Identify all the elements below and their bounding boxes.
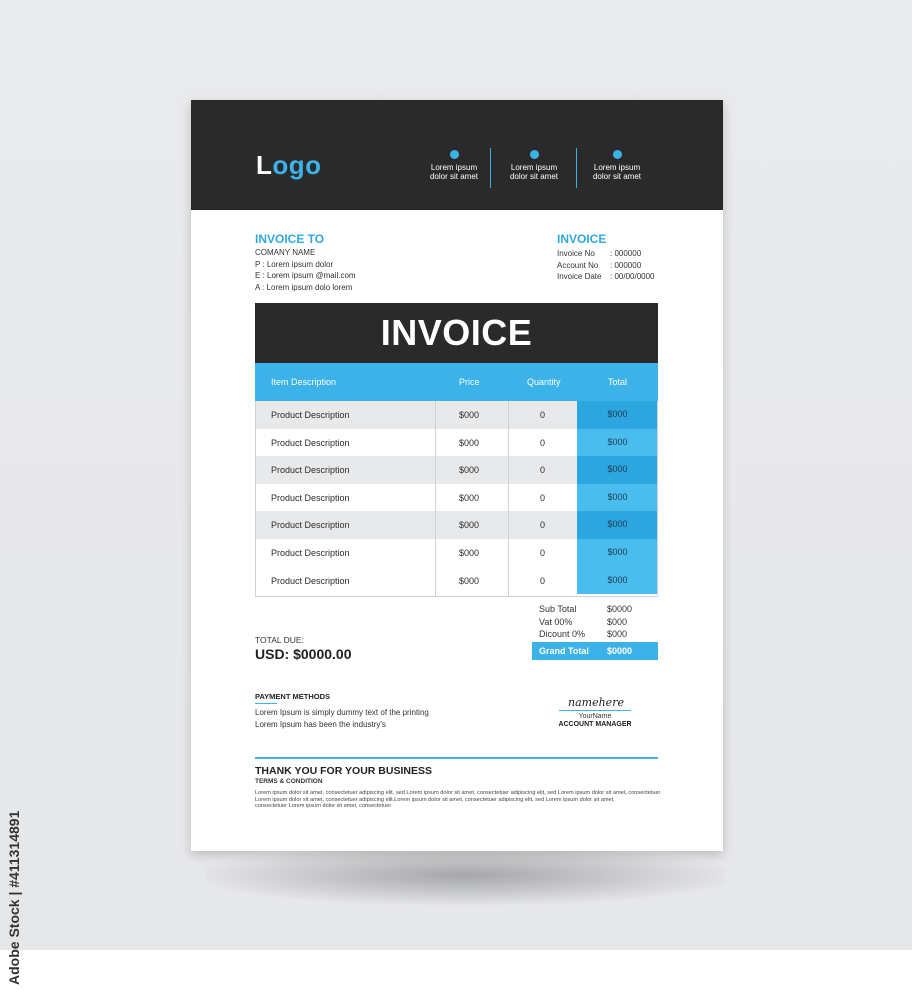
- subtotal-label: Sub Total: [539, 604, 577, 614]
- qty-cell: 0: [540, 492, 546, 503]
- terms-line1: Lorem ipsum dolor sit amet, consectetuer adipiscing elit, sed Lorem ipsum dolor sit amet, consectetuer adipiscing elit, sed Lorem ipsum dolor sit amet, consectetuer: [255, 790, 660, 796]
- discount-value: $000: [607, 629, 628, 639]
- price-cell: $000: [459, 575, 480, 586]
- item-cell: Product Description: [271, 575, 350, 586]
- total-cell: $000: [577, 539, 658, 567]
- payment-underline: [255, 703, 277, 704]
- table-header: [255, 363, 658, 401]
- discount-label: Dicount 0%: [539, 629, 586, 639]
- total-cell: $000: [577, 401, 658, 429]
- price-cell: $000: [459, 465, 480, 476]
- price-cell: $000: [459, 437, 480, 448]
- item-cell: Product Description: [271, 520, 350, 531]
- qty-cell: 0: [540, 437, 546, 448]
- invoice-date-label: Invoice Date: [557, 272, 602, 281]
- item-cell: Product Description: [271, 410, 350, 420]
- payment-title: PAYMENT METHODS: [255, 692, 331, 701]
- total-cell: $000: [577, 511, 658, 539]
- contact-location: [582, 150, 652, 181]
- total-cell: $000: [577, 429, 658, 457]
- payment-line1: Lorem Ipsum is simply dummy text of the printing: [255, 708, 429, 717]
- header-price: Price: [459, 377, 480, 387]
- grand-total-label: Grand Total: [539, 646, 589, 656]
- table-border: [255, 401, 658, 597]
- qty-cell: 0: [540, 548, 546, 558]
- location-icon: [613, 150, 622, 159]
- qty-cell: 0: [540, 410, 546, 420]
- signature-script: namehere: [568, 696, 624, 709]
- invoice-banner: INVOICE: [255, 303, 658, 363]
- contact-web: [499, 150, 569, 181]
- header-divider: [490, 148, 491, 188]
- grand-total: [532, 642, 658, 660]
- subtotal-value: $0000: [607, 604, 633, 614]
- payment-line2: Lorem Ipsum has been the industry's: [255, 720, 386, 729]
- column-divider: [435, 401, 436, 597]
- header-divider: [576, 148, 577, 188]
- terms-line2: Lorem ipsum dolor sit amet, consectetuer adipiscing elit,Lorem ipsum dolor sit amet, consectetuer adipiscing elit, sed Lorem ipsum dolor sit amet,: [255, 796, 615, 803]
- total-cell: $000: [577, 484, 658, 512]
- logo-main: L: [256, 150, 273, 180]
- address-line: A : Lorem ipsum dolo lorem: [255, 282, 353, 292]
- signature-role: ACCOUNT MANAGER: [558, 721, 632, 728]
- signature-name: YourName: [578, 713, 612, 720]
- thank-you: THANK YOU FOR YOUR BUSINESS: [255, 765, 432, 777]
- account-no-label: Account No: [557, 260, 599, 270]
- price-cell: $000: [459, 410, 480, 420]
- total-due-value: USD: $0000.00: [255, 646, 352, 662]
- contact-phone: [419, 150, 489, 181]
- price-cell: $000: [459, 520, 480, 531]
- invoice-no-value: : 000000: [610, 249, 642, 258]
- logo-accent: ogo: [272, 150, 322, 180]
- invoice-date-value: : 00/00/0000: [610, 272, 655, 281]
- header-quantity: Quantity: [527, 377, 561, 387]
- contact-line2: dolor sit amet: [592, 172, 642, 181]
- phone-line: P : Lorem ipsum dolor: [255, 259, 334, 269]
- column-divider: [508, 401, 509, 597]
- terms-title: TERMS & CONDITION: [255, 778, 323, 785]
- invoice-page: [191, 100, 723, 851]
- item-cell: Product Description: [271, 492, 350, 503]
- account-no-value: : 000000: [610, 260, 642, 270]
- company-name: COMANY NAME: [255, 248, 316, 257]
- page-shadow: [205, 845, 725, 905]
- stock-credit: Adobe Stock | #411314891: [6, 810, 22, 985]
- footer-divider: [255, 757, 658, 759]
- invoice-no-label: Invoice No: [557, 249, 595, 258]
- total-due-label: TOTAL DUE:: [255, 635, 304, 645]
- vat-value: $000: [607, 616, 628, 627]
- item-cell: Product Description: [271, 465, 350, 476]
- invoice-to-title: INVOICE TO: [255, 232, 325, 246]
- vat-label: Vat 00%: [539, 616, 573, 627]
- contact-line1: Lorem ipsum: [430, 163, 478, 172]
- total-cell: $000: [577, 456, 658, 484]
- qty-cell: 0: [540, 520, 546, 531]
- phone-icon: [450, 150, 459, 159]
- contact-line2: dolor sit amet: [429, 172, 479, 181]
- contact-line2: dolor sit amet: [509, 172, 559, 181]
- invoice-info-title: INVOICE: [557, 232, 607, 246]
- terms-line3: consectetuer Lorem ipsum dolor sit amet, consectetuer: [255, 803, 392, 809]
- price-cell: $000: [459, 492, 480, 503]
- item-cell: Product Description: [271, 437, 350, 448]
- contact-line1: Lorem ipsum: [593, 163, 641, 172]
- web-icon: [530, 150, 539, 159]
- email-line: E : Lorem ipsum @mail.com: [255, 271, 356, 280]
- contact-line1: Lorem ipsum: [510, 163, 558, 172]
- grand-total-value: $0000: [607, 646, 633, 656]
- header-item: Item Description: [271, 377, 337, 387]
- qty-cell: 0: [540, 575, 546, 586]
- invoice-header: [191, 100, 723, 210]
- item-cell: Product Description: [271, 548, 350, 558]
- price-cell: $000: [459, 548, 480, 558]
- total-cell: $000: [577, 567, 658, 595]
- header-total: Total: [608, 377, 628, 387]
- signature-line: [559, 710, 631, 711]
- qty-cell: 0: [540, 465, 546, 476]
- logo: [256, 150, 322, 181]
